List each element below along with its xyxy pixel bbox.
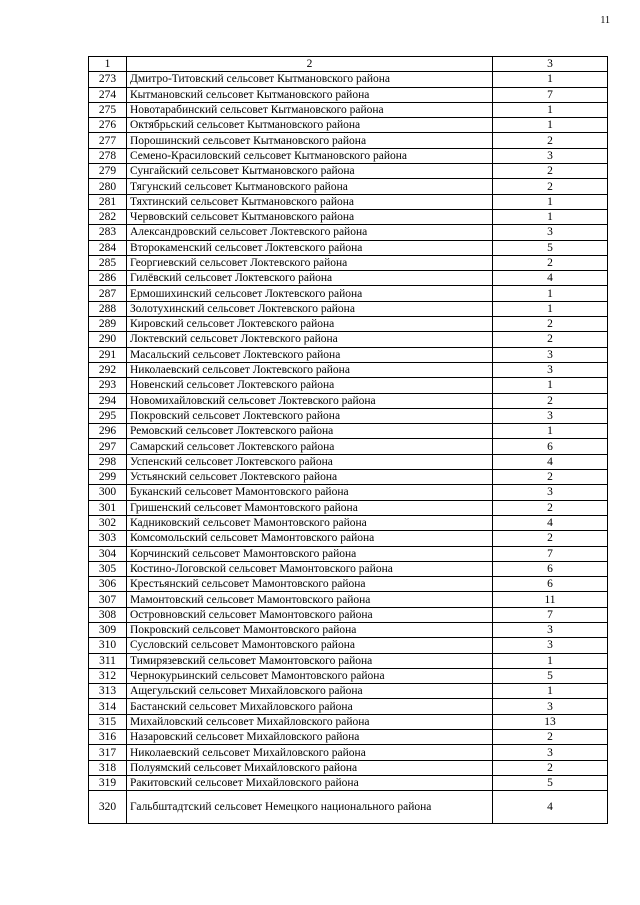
settlement-name: Тягунский сельсовет Кытмановского района bbox=[127, 179, 493, 194]
settlement-name: Новотарабинский сельсовет Кытмановского района bbox=[127, 102, 493, 117]
table-row bbox=[89, 653, 608, 668]
table-row bbox=[89, 317, 608, 332]
row-number: 290 bbox=[89, 332, 127, 347]
row-number: 273 bbox=[89, 72, 127, 87]
settlement-name: Буканский сельсовет Мамонтовского района bbox=[127, 485, 493, 500]
row-number: 279 bbox=[89, 164, 127, 179]
row-number: 310 bbox=[89, 638, 127, 653]
row-number: 296 bbox=[89, 424, 127, 439]
settlement-name: Николаевский сельсовет Михайловского района bbox=[127, 745, 493, 760]
row-count: 1 bbox=[493, 286, 608, 301]
settlement-name: Устьянский сельсовет Локтевского района bbox=[127, 470, 493, 485]
settlement-name: Ермошихинский сельсовет Локтевского района bbox=[127, 286, 493, 301]
row-count: 2 bbox=[493, 133, 608, 148]
table-row bbox=[89, 485, 608, 500]
settlement-name: Михайловский сельсовет Михайловского района bbox=[127, 714, 493, 729]
row-number: 306 bbox=[89, 577, 127, 592]
row-number: 282 bbox=[89, 209, 127, 224]
settlement-name: Порошинский сельсовет Кытмановского района bbox=[127, 133, 493, 148]
table-row bbox=[89, 577, 608, 592]
settlement-name: Николаевский сельсовет Локтевского района bbox=[127, 362, 493, 377]
table-row bbox=[89, 378, 608, 393]
table-row bbox=[89, 684, 608, 699]
settlement-name: Комсомольский сельсовет Мамонтовского района bbox=[127, 531, 493, 546]
settlement-name: Гилёвский сельсовет Локтевского района bbox=[127, 271, 493, 286]
row-count: 3 bbox=[493, 638, 608, 653]
table-row bbox=[89, 408, 608, 423]
table-row bbox=[89, 515, 608, 530]
row-number: 311 bbox=[89, 653, 127, 668]
row-count: 7 bbox=[493, 87, 608, 102]
row-number: 300 bbox=[89, 485, 127, 500]
table-row bbox=[89, 745, 608, 760]
row-count: 7 bbox=[493, 546, 608, 561]
settlement-name: Бастанский сельсовет Михайловского района bbox=[127, 699, 493, 714]
settlement-name: Сунгайский сельсовет Кытмановского района bbox=[127, 164, 493, 179]
row-count: 1 bbox=[493, 301, 608, 316]
row-number: 298 bbox=[89, 454, 127, 469]
row-count: 4 bbox=[493, 454, 608, 469]
table-body bbox=[89, 57, 608, 824]
row-count: 1 bbox=[493, 424, 608, 439]
table-row bbox=[89, 102, 608, 117]
row-count: 3 bbox=[493, 225, 608, 240]
row-number: 316 bbox=[89, 730, 127, 745]
settlement-name: Кытмановский сельсовет Кытмановского района bbox=[127, 87, 493, 102]
row-number: 307 bbox=[89, 592, 127, 607]
table-row bbox=[89, 240, 608, 255]
row-count: 4 bbox=[493, 271, 608, 286]
table-row bbox=[89, 179, 608, 194]
row-number: 288 bbox=[89, 301, 127, 316]
table-row bbox=[89, 209, 608, 224]
row-count: 1 bbox=[493, 684, 608, 699]
row-number: 299 bbox=[89, 470, 127, 485]
settlement-name: Тимирязевский сельсовет Мамонтовского района bbox=[127, 653, 493, 668]
settlement-name: Назаровский сельсовет Михайловского района bbox=[127, 730, 493, 745]
row-count: 2 bbox=[493, 531, 608, 546]
table-row bbox=[89, 699, 608, 714]
row-number: 293 bbox=[89, 378, 127, 393]
row-number: 276 bbox=[89, 118, 127, 133]
row-number: 292 bbox=[89, 362, 127, 377]
row-number: 312 bbox=[89, 668, 127, 683]
table-row bbox=[89, 592, 608, 607]
row-count: 2 bbox=[493, 500, 608, 515]
column-header-number: 1 bbox=[89, 57, 127, 72]
settlement-name: Георгиевский сельсовет Локтевского района bbox=[127, 255, 493, 270]
settlement-name: Масальский сельсовет Локтевского района bbox=[127, 347, 493, 362]
table-row bbox=[89, 424, 608, 439]
settlement-name: Кировский сельсовет Локтевского района bbox=[127, 317, 493, 332]
table-row bbox=[89, 133, 608, 148]
settlement-name: Новомихайловский сельсовет Локтевского района bbox=[127, 393, 493, 408]
row-number: 283 bbox=[89, 225, 127, 240]
row-count: 1 bbox=[493, 118, 608, 133]
row-number: 280 bbox=[89, 179, 127, 194]
table-row bbox=[89, 301, 608, 316]
table-row bbox=[89, 439, 608, 454]
settlement-name: Покровский сельсовет Локтевского района bbox=[127, 408, 493, 423]
table-row bbox=[89, 362, 608, 377]
settlement-name: Кадниковский сельсовет Мамонтовского района bbox=[127, 515, 493, 530]
row-count: 2 bbox=[493, 164, 608, 179]
table-row bbox=[89, 271, 608, 286]
table-row bbox=[89, 255, 608, 270]
table-row bbox=[89, 760, 608, 775]
settlement-name: Самарский сельсовет Локтевского района bbox=[127, 439, 493, 454]
row-count: 3 bbox=[493, 622, 608, 637]
row-number: 277 bbox=[89, 133, 127, 148]
row-number: 284 bbox=[89, 240, 127, 255]
table-row bbox=[89, 286, 608, 301]
row-number: 318 bbox=[89, 760, 127, 775]
settlement-name: Червовский сельсовет Кытмановского района bbox=[127, 209, 493, 224]
row-count: 11 bbox=[493, 592, 608, 607]
settlement-name: Локтевский сельсовет Локтевского района bbox=[127, 332, 493, 347]
settlement-name: Мамонтовский сельсовет Мамонтовского района bbox=[127, 592, 493, 607]
table-row bbox=[89, 72, 608, 87]
row-count: 3 bbox=[493, 347, 608, 362]
row-count: 3 bbox=[493, 745, 608, 760]
table-row bbox=[89, 454, 608, 469]
settlement-name: Покровский сельсовет Мамонтовского района bbox=[127, 622, 493, 637]
row-count: 3 bbox=[493, 148, 608, 163]
row-count: 1 bbox=[493, 194, 608, 209]
row-number: 297 bbox=[89, 439, 127, 454]
settlement-name: Костино-Логовской сельсовет Мамонтовского района bbox=[127, 561, 493, 576]
column-header-count: 3 bbox=[493, 57, 608, 72]
row-count: 6 bbox=[493, 561, 608, 576]
row-number: 294 bbox=[89, 393, 127, 408]
row-count: 3 bbox=[493, 362, 608, 377]
row-count: 5 bbox=[493, 668, 608, 683]
row-count: 2 bbox=[493, 332, 608, 347]
table-row bbox=[89, 730, 608, 745]
row-count: 5 bbox=[493, 240, 608, 255]
row-number: 304 bbox=[89, 546, 127, 561]
table-row bbox=[89, 347, 608, 362]
row-number: 317 bbox=[89, 745, 127, 760]
row-number: 320 bbox=[89, 791, 127, 824]
table-row bbox=[89, 500, 608, 515]
row-number: 275 bbox=[89, 102, 127, 117]
row-count: 1 bbox=[493, 378, 608, 393]
table-row bbox=[89, 470, 608, 485]
settlement-name: Второкаменский сельсовет Локтевского района bbox=[127, 240, 493, 255]
row-count: 6 bbox=[493, 439, 608, 454]
row-count: 2 bbox=[493, 255, 608, 270]
row-count: 2 bbox=[493, 179, 608, 194]
table-row bbox=[89, 714, 608, 729]
row-number: 314 bbox=[89, 699, 127, 714]
row-number: 302 bbox=[89, 515, 127, 530]
table-row bbox=[89, 531, 608, 546]
table-row bbox=[89, 118, 608, 133]
table-row bbox=[89, 393, 608, 408]
settlement-name: Октябрьский сельсовет Кытмановского района bbox=[127, 118, 493, 133]
table-row bbox=[89, 622, 608, 637]
settlement-name: Островновский сельсовет Мамонтовского района bbox=[127, 607, 493, 622]
settlement-name: Чернокурьинский сельсовет Мамонтовского района bbox=[127, 668, 493, 683]
row-count: 3 bbox=[493, 408, 608, 423]
row-number: 278 bbox=[89, 148, 127, 163]
row-count: 2 bbox=[493, 317, 608, 332]
settlement-name: Новенский сельсовет Локтевского района bbox=[127, 378, 493, 393]
table-row bbox=[89, 87, 608, 102]
row-count: 7 bbox=[493, 607, 608, 622]
settlement-name: Тяхтинский сельсовет Кытмановского района bbox=[127, 194, 493, 209]
row-number: 301 bbox=[89, 500, 127, 515]
row-count: 4 bbox=[493, 515, 608, 530]
row-count: 4 bbox=[493, 791, 608, 824]
table-row bbox=[89, 775, 608, 790]
settlement-name: Успенский сельсовет Локтевского района bbox=[127, 454, 493, 469]
settlement-name: Гришенский сельсовет Мамонтовского района bbox=[127, 500, 493, 515]
row-count: 2 bbox=[493, 393, 608, 408]
settlement-name: Корчинский сельсовет Мамонтовского района bbox=[127, 546, 493, 561]
row-number: 289 bbox=[89, 317, 127, 332]
row-number: 305 bbox=[89, 561, 127, 576]
settlement-name: Крестьянский сельсовет Мамонтовского района bbox=[127, 577, 493, 592]
row-number: 309 bbox=[89, 622, 127, 637]
row-count: 13 bbox=[493, 714, 608, 729]
settlement-name: Гальбштадтский сельсовет Немецкого национального района bbox=[127, 791, 493, 824]
settlement-name: Ракитовский сельсовет Михайловского района bbox=[127, 775, 493, 790]
table-row bbox=[89, 164, 608, 179]
row-number: 313 bbox=[89, 684, 127, 699]
row-number: 308 bbox=[89, 607, 127, 622]
settlement-name: Ащегульский сельсовет Михайловского района bbox=[127, 684, 493, 699]
row-count: 1 bbox=[493, 102, 608, 117]
column-header-name: 2 bbox=[127, 57, 493, 72]
row-number: 287 bbox=[89, 286, 127, 301]
row-count: 2 bbox=[493, 470, 608, 485]
table-row bbox=[89, 561, 608, 576]
table-row bbox=[89, 791, 608, 824]
row-number: 274 bbox=[89, 87, 127, 102]
table-row bbox=[89, 607, 608, 622]
row-count: 1 bbox=[493, 653, 608, 668]
table-header-row bbox=[89, 57, 608, 72]
table-row bbox=[89, 332, 608, 347]
settlement-name: Сусловский сельсовет Мамонтовского района bbox=[127, 638, 493, 653]
row-number: 285 bbox=[89, 255, 127, 270]
row-count: 1 bbox=[493, 72, 608, 87]
settlement-name: Ремовский сельсовет Локтевского района bbox=[127, 424, 493, 439]
row-count: 5 bbox=[493, 775, 608, 790]
settlement-name: Полуямский сельсовет Михайловского района bbox=[127, 760, 493, 775]
settlement-name: Золотухинский сельсовет Локтевского района bbox=[127, 301, 493, 316]
table-row bbox=[89, 638, 608, 653]
row-count: 3 bbox=[493, 699, 608, 714]
row-number: 281 bbox=[89, 194, 127, 209]
row-number: 295 bbox=[89, 408, 127, 423]
settlement-name: Александровский сельсовет Локтевского района bbox=[127, 225, 493, 240]
row-number: 291 bbox=[89, 347, 127, 362]
table-row bbox=[89, 546, 608, 561]
row-count: 3 bbox=[493, 485, 608, 500]
settlement-name: Дмитро-Титовский сельсовет Кытмановского района bbox=[127, 72, 493, 87]
table-row bbox=[89, 194, 608, 209]
row-count: 2 bbox=[493, 760, 608, 775]
page-number: 11 bbox=[600, 15, 610, 26]
settlements-table bbox=[88, 56, 608, 824]
row-count: 2 bbox=[493, 730, 608, 745]
row-count: 1 bbox=[493, 209, 608, 224]
row-number: 303 bbox=[89, 531, 127, 546]
row-number: 315 bbox=[89, 714, 127, 729]
row-number: 319 bbox=[89, 775, 127, 790]
table-row bbox=[89, 148, 608, 163]
row-count: 6 bbox=[493, 577, 608, 592]
table-row bbox=[89, 668, 608, 683]
table-row bbox=[89, 225, 608, 240]
row-number: 286 bbox=[89, 271, 127, 286]
settlement-name: Семено-Красиловский сельсовет Кытмановского района bbox=[127, 148, 493, 163]
